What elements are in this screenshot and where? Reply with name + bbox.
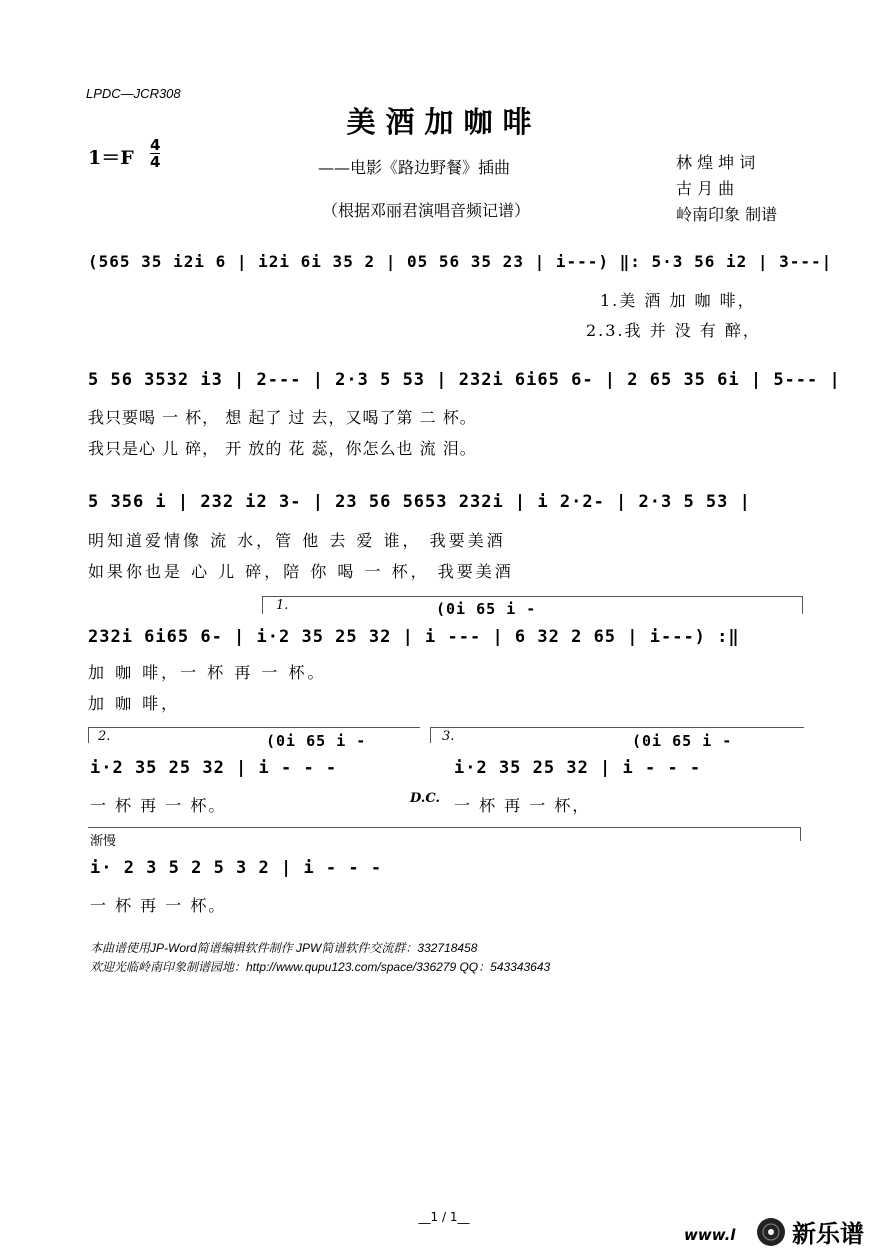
- ending-1-fill: (0i 65 i -: [436, 600, 537, 618]
- volta-bracket-3: [430, 727, 804, 728]
- lyricist-credit: 林 煌 坤 词: [676, 153, 756, 172]
- footer-software-note: 本曲谱使用JP-Word简谱编辑软件制作 JPW简谱软件交流群：332718458: [90, 941, 478, 955]
- volta-bracket-2-start: [88, 727, 89, 743]
- volta-bracket-2: [88, 727, 420, 728]
- lyric-row-1-verse-2: 2.3.我 并 没 有 醉，: [586, 321, 761, 340]
- lyric-row-5-ending-2: 一 杯 再 一 杯。: [90, 796, 227, 815]
- lyric-row-2-verse-2: 我只是心 儿 碎， 开 放的 花 蕊，你怎么也 流 泪。: [88, 439, 477, 458]
- ending-3-fill: (0i 65 i -: [632, 732, 733, 750]
- composer-credit: 古 月 曲: [676, 179, 735, 198]
- subtitle-film: ——电影《路边野餐》插曲: [318, 158, 511, 177]
- lyric-row-4-verse-1: 加 咖 啡，一 杯 再 一 杯。: [88, 663, 327, 682]
- tempo-bracket-end: [800, 827, 801, 841]
- lyric-row-5-ending-3: 一 杯 再 一 杯，: [454, 796, 591, 815]
- da-capo-mark: D.C.: [410, 791, 440, 806]
- ending-1-label: 1.: [276, 598, 289, 613]
- staff-row-2: 5 56 3532 i3 | 2--- | 2·3 5 53 | 232i 6i65 6- | 2 65 35 6i | 5--- |: [88, 370, 841, 390]
- watermark-url: www.l: [684, 1226, 736, 1244]
- lyric-row-6: 一 杯 再 一 杯。: [90, 896, 227, 915]
- watermark-brand: 新乐谱: [792, 1220, 864, 1248]
- lyric-row-1-verse-1: 1.美 酒 加 咖 啡，: [600, 291, 756, 310]
- arranger-credit: 岭南印象 制谱: [676, 205, 778, 224]
- ending-2-label: 2.: [98, 729, 111, 744]
- volta-bracket-3-start: [430, 727, 431, 743]
- ending-2-fill: (0i 65 i -: [266, 732, 367, 750]
- volta-bracket-1-end: [802, 596, 803, 614]
- staff-row-4: 232i 6i65 6- | i·2 35 25 32 | i --- | 6 32 2 65 | i---) :‖: [88, 627, 740, 647]
- staff-row-1: (565 35 i2i 6 | i2i 6i 35 2 | 05 56 35 23 | i---) ‖: 5·3 56 i2 | 3---|: [88, 252, 833, 271]
- meter-top: 4: [150, 136, 161, 154]
- staff-row-5-ending-3: i·2 35 25 32 | i - - -: [454, 758, 702, 778]
- volta-bracket-1-start: [262, 596, 263, 614]
- meter-bottom: 4: [150, 153, 161, 171]
- song-title: 美酒加咖啡: [346, 105, 542, 139]
- staff-row-5-ending-2: i·2 35 25 32 | i - - -: [90, 758, 338, 778]
- lyric-row-3-verse-1: 明知道爱情像 流 水，管 他 去 爱 谁， 我要美酒: [88, 531, 506, 550]
- tempo-bracket: [88, 827, 800, 828]
- staff-row-3: 5 356 i | 232 i2 3- | 23 56 5653 232i | i 2·2- | 2·3 5 53 |: [88, 492, 751, 512]
- lyric-row-2-verse-1: 我只要喝 一 杯， 想 起了 过 去，又喝了第 二 杯。: [88, 408, 477, 427]
- lyric-row-4-verse-2: 加 咖 啡，: [88, 694, 181, 713]
- record-icon: [756, 1217, 786, 1247]
- volta-bracket-1: [262, 596, 802, 597]
- watermark-logo: [756, 1214, 864, 1249]
- time-signature: [150, 137, 160, 170]
- score-code: LPDC—JCR308: [86, 86, 181, 101]
- page-number: __1 / 1__: [418, 1210, 470, 1224]
- tempo-ritardando: 渐慢: [90, 834, 117, 849]
- ending-3-label: 3.: [442, 729, 455, 744]
- subtitle-source: （根据邓丽君演唱音频记谱）: [322, 201, 531, 220]
- staff-row-6: i· 2 3 5 2 5 3 2 | i - - -: [90, 858, 383, 878]
- lyric-row-3-verse-2: 如果你也是 心 儿 碎，陪 你 喝 一 杯， 我要美酒: [88, 562, 514, 581]
- key-signature: 1＝F: [88, 147, 134, 169]
- footer-website-note: 欢迎光临岭南印象制谱园地：http://www.qupu123.com/space/336279 QQ：543343643: [90, 960, 551, 974]
